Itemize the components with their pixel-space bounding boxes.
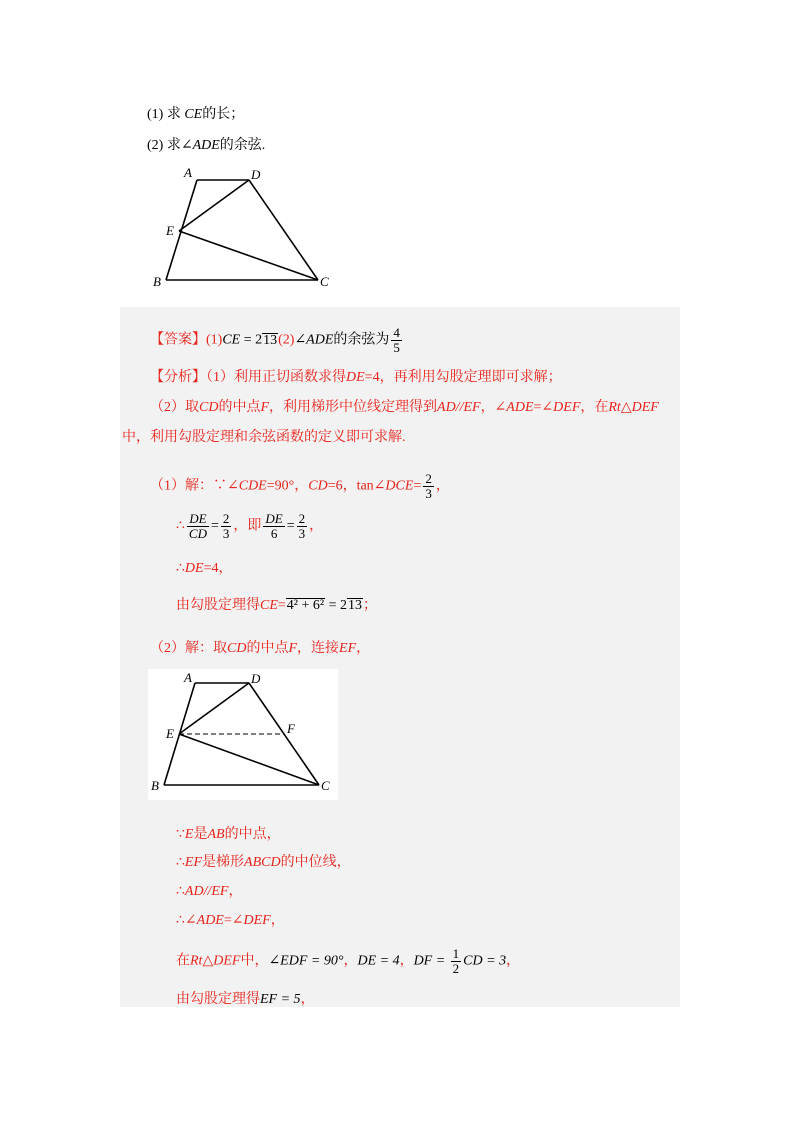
part2-b: CD	[227, 641, 247, 656]
l8-c: ，	[228, 884, 243, 899]
q2-prefix: (2) 求∠	[147, 138, 193, 153]
sol2-ji: ，即	[233, 518, 262, 534]
analysis-line-3	[122, 426, 406, 446]
analysis2-h: ADE	[506, 400, 534, 415]
analysis2-j: DEF	[553, 400, 581, 415]
label-e-2: E	[166, 726, 174, 741]
sol4-root2: 13	[348, 598, 362, 613]
frac2-num: 2	[222, 511, 230, 526]
sol1-c: =90°，	[266, 478, 309, 494]
question-2	[147, 134, 265, 154]
analysis1-b: DE	[346, 370, 365, 385]
l8-b: AD//EF	[184, 884, 229, 899]
l9-a: ∴∠	[176, 913, 197, 928]
trapezoid-figure-2	[148, 669, 338, 800]
analysis1-a: （1）利用正切函数求得	[206, 370, 346, 385]
answer-part1-num: (1)	[206, 332, 223, 348]
trapezoid-figure-1	[150, 162, 350, 297]
l10-g: ，	[343, 953, 358, 969]
l11-a: 由勾股定理得	[176, 992, 260, 1007]
frac3-num: DE	[265, 511, 283, 526]
l9-d: DEF	[243, 913, 271, 928]
solution-line-3	[176, 557, 233, 577]
answer-cos-fraction	[391, 326, 402, 355]
figure-2-panel	[148, 669, 338, 800]
solution-line-1	[150, 472, 450, 501]
frac-de-cd	[187, 512, 209, 541]
l9-b: ADE	[196, 913, 224, 928]
sol1-b: CDE	[238, 478, 267, 494]
part2-d: F	[288, 641, 298, 656]
analysis2-n: DEF	[631, 400, 659, 415]
solution-line-4	[176, 594, 377, 614]
question-1	[147, 103, 244, 123]
part2-line-1	[176, 823, 281, 843]
segment-ec	[179, 231, 318, 280]
sol2-end: ，	[309, 518, 324, 534]
label-c-2: C	[321, 778, 330, 793]
l10-i: ，	[399, 953, 414, 969]
l10-f: ∠EDF = 90°	[268, 953, 344, 969]
sol1-f: DCE	[385, 478, 414, 494]
l7-e: 的中位线，	[280, 855, 351, 870]
analysis1-c: =4，再利用勾股定理即可求解；	[364, 370, 562, 385]
part2-line-5	[176, 947, 520, 976]
l10-d: DEF	[213, 953, 241, 969]
tan-num: 2	[425, 471, 432, 486]
analysis2-e: ，利用梯形中位线定理得到	[269, 400, 438, 415]
answer-ade: ∠ADE	[294, 332, 334, 348]
half-num: 1	[452, 946, 460, 961]
label-c: C	[320, 274, 329, 289]
l9-c: =∠	[223, 913, 244, 928]
analysis2-f: AD//EF	[437, 400, 481, 415]
l7-c: 是梯形	[202, 855, 245, 870]
answer-line	[150, 326, 404, 355]
analysis2-a: （2）取	[150, 400, 199, 415]
answer-ce-eq: = 2	[240, 332, 263, 348]
q2-suffix: 的余弦.	[219, 138, 266, 153]
l7-a: ∴	[176, 855, 185, 870]
label-a: A	[184, 165, 192, 180]
l10-b: Rt	[190, 953, 203, 969]
sol4-b: CE	[260, 598, 278, 613]
q2-var: ADE	[192, 138, 220, 153]
frac1-num: DE	[187, 512, 209, 527]
l8-a: ∴	[176, 884, 185, 899]
sol3-a: ∴	[176, 561, 185, 576]
analysis2-i: =∠	[533, 400, 554, 415]
l10-c: △	[202, 953, 214, 969]
label-d-2: D	[251, 671, 261, 686]
label-d: D	[251, 167, 261, 182]
frac-2-3-a	[221, 512, 232, 541]
analysis2-d: F	[260, 400, 270, 415]
sol2-therefore: ∴	[176, 518, 185, 534]
l11-c: ，	[300, 992, 315, 1007]
label-a-2: A	[184, 670, 192, 685]
analysis-tag: 【分析】	[150, 370, 206, 385]
l10-h: DE = 4	[357, 953, 400, 969]
frac4-num: 2	[298, 511, 306, 526]
sol4-eq: = 2	[325, 598, 347, 613]
analysis2-c: 的中点	[218, 400, 261, 415]
analysis-line-1	[150, 366, 562, 386]
sol1-d: CD	[308, 478, 328, 494]
half-fraction	[451, 947, 462, 976]
answer-cos-den: 5	[393, 340, 400, 355]
part2-line-2	[176, 851, 351, 871]
answer-cos-text: 的余弦为	[333, 332, 390, 348]
l10-j: DF =	[413, 953, 449, 969]
tan-den: 3	[425, 486, 432, 501]
answer-tag: 【答案】	[150, 332, 206, 348]
sol2-eq1: =	[210, 518, 219, 534]
sol4-c: =	[277, 598, 286, 613]
frac3-den: 6	[270, 526, 278, 541]
l6-c: 是	[193, 827, 208, 842]
segment-ec-2	[179, 734, 319, 785]
l7-b: EF	[184, 855, 203, 870]
sol1-g: =	[413, 478, 422, 494]
part2-f: EF	[339, 641, 357, 656]
part2-g: ，	[356, 641, 371, 656]
part2-line-3	[176, 880, 242, 900]
part2-e: ，连接	[297, 641, 340, 656]
analysis-line-2	[150, 396, 659, 416]
tan-fraction	[423, 472, 434, 501]
solution-line-2	[176, 512, 323, 541]
label-b: B	[153, 274, 161, 289]
sol4-a: 由勾股定理得	[176, 598, 260, 613]
part2-line-4	[176, 909, 285, 929]
label-f-2: F	[287, 721, 295, 736]
sol3-b: DE	[184, 561, 204, 576]
sol4-root: 4² + 6²	[286, 598, 325, 613]
sol3-c: =4，	[203, 561, 233, 576]
frac-de-6	[263, 512, 284, 541]
l10-k: CD = 3	[463, 953, 507, 969]
sol1-a: （1）解：∵∠	[150, 478, 239, 494]
l6-a: ∵	[176, 827, 185, 842]
analysis2-k: ，在	[580, 400, 609, 415]
analysis2-b: CD	[199, 400, 219, 415]
l10-a: 在	[176, 953, 190, 969]
label-e: E	[166, 223, 174, 238]
answer-cos-num: 4	[393, 325, 400, 340]
part2-line-6	[176, 988, 315, 1008]
l7-d: ABCD	[244, 855, 281, 870]
sol2-eq2: =	[286, 518, 295, 534]
sol1-h: ，	[435, 478, 450, 494]
l6-d: AB	[207, 827, 225, 842]
l10-e: 中，	[240, 953, 269, 969]
frac4-den: 3	[298, 526, 306, 541]
l6-b: E	[184, 827, 194, 842]
segment-ed-2	[179, 683, 249, 734]
part2-c: 的中点	[246, 641, 289, 656]
answer-part2-num: (2)	[278, 332, 295, 348]
q1-prefix: (1) 求	[147, 107, 181, 122]
frac1-den: CD	[188, 526, 207, 541]
analysis2-m: △	[620, 400, 632, 415]
part2-a: （2）解：取	[150, 641, 227, 656]
q1-var: CE	[184, 107, 203, 122]
answer-ce: CE	[222, 332, 241, 348]
part2-heading	[150, 637, 370, 657]
frac2-den: 3	[222, 526, 230, 541]
half-den: 2	[452, 961, 460, 976]
q1-suffix: 的长；	[202, 107, 245, 122]
analysis2-g: ，∠	[480, 400, 507, 415]
l11-b: EF = 5	[260, 992, 301, 1007]
sol1-e: =6，tan∠	[327, 478, 386, 494]
l10-l: ，	[506, 953, 521, 969]
edge-dc	[249, 180, 318, 280]
analysis3: 中，利用勾股定理和余弦函数的定义即可求解.	[122, 430, 406, 445]
analysis2-l: Rt	[608, 400, 621, 415]
sol4-end: ；	[363, 598, 377, 613]
answer-ce-root: 13	[263, 332, 278, 348]
l6-e: 的中点，	[224, 827, 281, 842]
frac-2-3-b	[297, 512, 308, 541]
label-b-2: B	[151, 778, 159, 793]
l9-e: ，	[270, 913, 285, 928]
